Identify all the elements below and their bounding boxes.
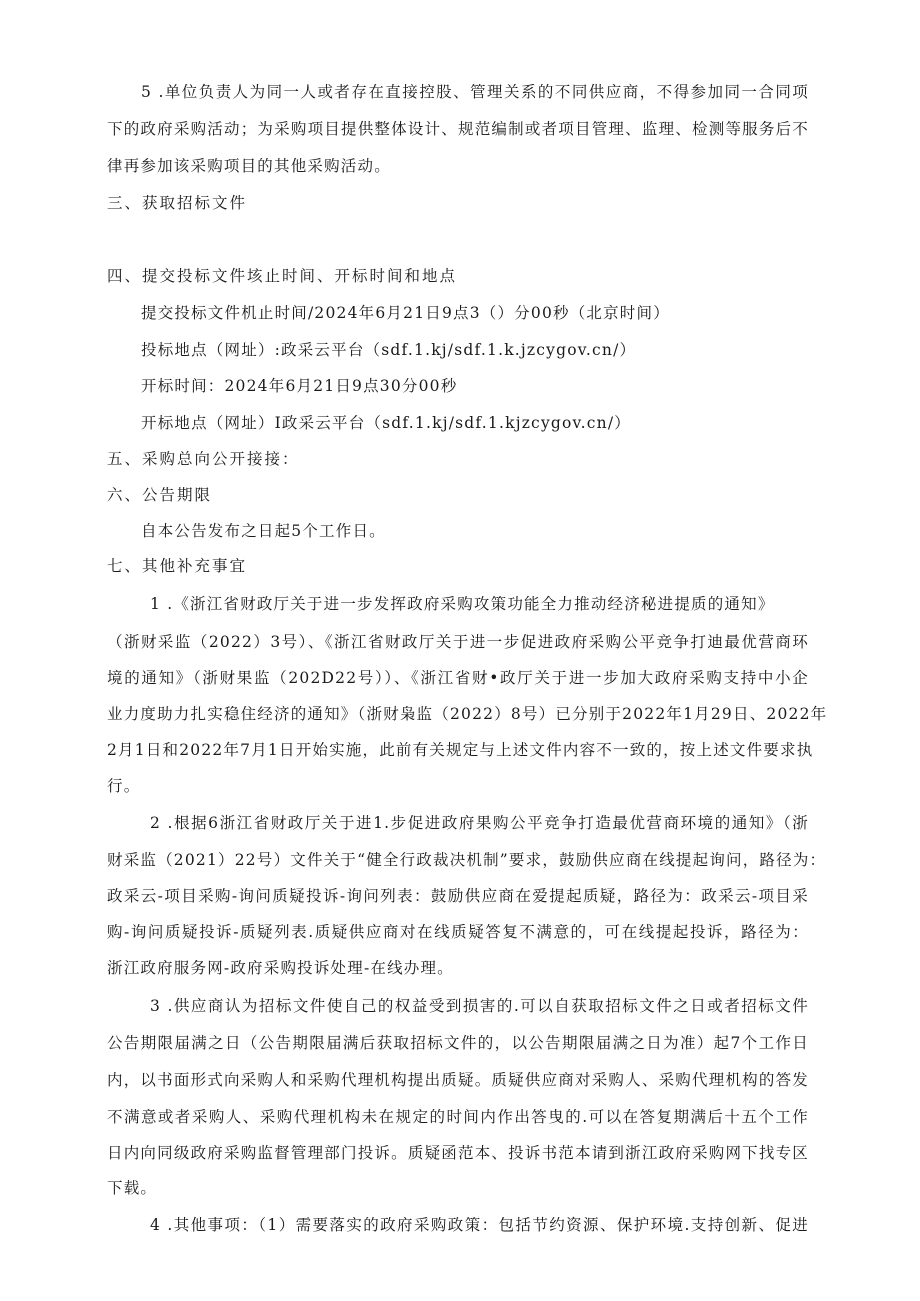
submission-deadline-text: 提交投标文件机止时间/2024年6月21日9点3（）分00秒（北京时间） bbox=[141, 304, 670, 322]
item2-line-3: 政采云-项目采购-询问质疑投诉-询问列表：鼓励供应商在爱提起质疑，路径为：政采云-项目采 bbox=[107, 887, 809, 905]
item2-line-5: 浙江政府服务网-政府采购投诉处理-在线办理。 bbox=[107, 959, 454, 977]
item2-line-1: 2 .根据6浙江省财政厅关于进1.步促进政府果购公平竞争打造最优营商环境的通知》（浙 bbox=[150, 814, 809, 832]
heading-submission-deadline: 四、提交投标文件垓止时间、开标时间和地点 bbox=[107, 267, 458, 285]
heading-obtain-tender-docs: 三、获取招标文件 bbox=[107, 194, 248, 212]
item3-line-4: 不满意或者采购人、采购代理机构未在规定的时间内作出答曳的.可以在答复期满后十五个工作 bbox=[107, 1108, 809, 1126]
opening-location-text: 开标地点（网址）I政采云平台（sdf.1.kj/sdf.1.kjzcygov.cn/） bbox=[141, 414, 631, 432]
item1-line-5: 2月1日和2022年7月1日开始实施，此前有关规定与上述文件内容不一致的，按上述文件要求执 bbox=[107, 741, 814, 759]
item4-line-1: 4 .其他事项：（1）需要落实的政府采购政策：包括节约资源、保护环境.支持创新、促进 bbox=[150, 1216, 809, 1234]
item3-line-6: 下载。 bbox=[107, 1179, 158, 1197]
bid-location-text: 投标地点（网址）:政采云平台（sdf.1.kj/sdf.1.k.jzcygov.cn/） bbox=[141, 341, 637, 359]
item1-line-2: （浙财采监（2022）3号）、《浙江省财政厅关于进一步促进政府采购公平竞争打迪最优营商环 bbox=[107, 633, 809, 651]
section5-line-3: 律再参加该采购项目的其他采购活动。 bbox=[107, 157, 391, 175]
item1-line-3: 境的通知》（浙财果监（202D22号））、《浙江省财•政厅关于进一步加大政府采购支持中小企 bbox=[107, 669, 809, 687]
item3-line-5: 日内向同级政府采购监督管理部门投诉。质疑函范本、投诉书范本请到浙江政府采购网下找专区 bbox=[107, 1144, 809, 1162]
notice-period-text: 自本公告发布之日起5个工作日。 bbox=[141, 522, 386, 540]
opening-time-text: 开标时间：2024年6月21日9点30分00秒 bbox=[141, 377, 458, 395]
item3-line-2: 公告期限届满之日（公告期限届满后获取招标文件的，以公告期限届满之日为准）起7个工作日 bbox=[107, 1034, 809, 1052]
item2-line-2: 财采监（2021）22号）文件关于“健全行政裁决机制”要求，鼓励供应商在线提起询问，路径为： bbox=[107, 851, 827, 869]
heading-other-matters: 七、其他补充事宜 bbox=[107, 557, 248, 575]
heading-notice-period: 六、公告期限 bbox=[107, 486, 213, 504]
item2-line-4: 购-询问质疑投诉-质疑列表.质疑供应商对在线质疑答复不满意的，可在线提起投诉，路径为： bbox=[107, 923, 809, 941]
item1-line-6: 行。 bbox=[107, 777, 141, 795]
heading-procurement-intent: 五、采购总向公开接接： bbox=[107, 450, 300, 468]
section5-line-2: 下的政府采购活动；为采购项目提供整体设计、规范编制或者项目管理、监理、检测等服务后不 bbox=[107, 120, 809, 138]
item1-line-4: 业力度助力扎实稳住经济的通知》（浙财枭监（2022）8号）已分别于2022年1月29日、2022年 bbox=[107, 705, 828, 723]
section5-line-1: 5 .单位负责人为同一人或者存在直接控股、管理关系的不同供应商，不得参加同一合同项 bbox=[141, 83, 809, 101]
item1-line-1: 1 .《浙江省财政厅关于进一步发挥政府采购攻策功能全力推动经济秘进提质的通知》 bbox=[150, 595, 775, 613]
item3-line-3: 内，以书面形式向采购人和采购代理机构提出质疑。质疑供应商对采购人、采购代理机构的答发 bbox=[107, 1071, 809, 1089]
item3-line-1: 3 .供应商认为招标文件使自己的权益受到损害的.可以自获取招标文件之日或者招标文件 bbox=[150, 997, 809, 1015]
